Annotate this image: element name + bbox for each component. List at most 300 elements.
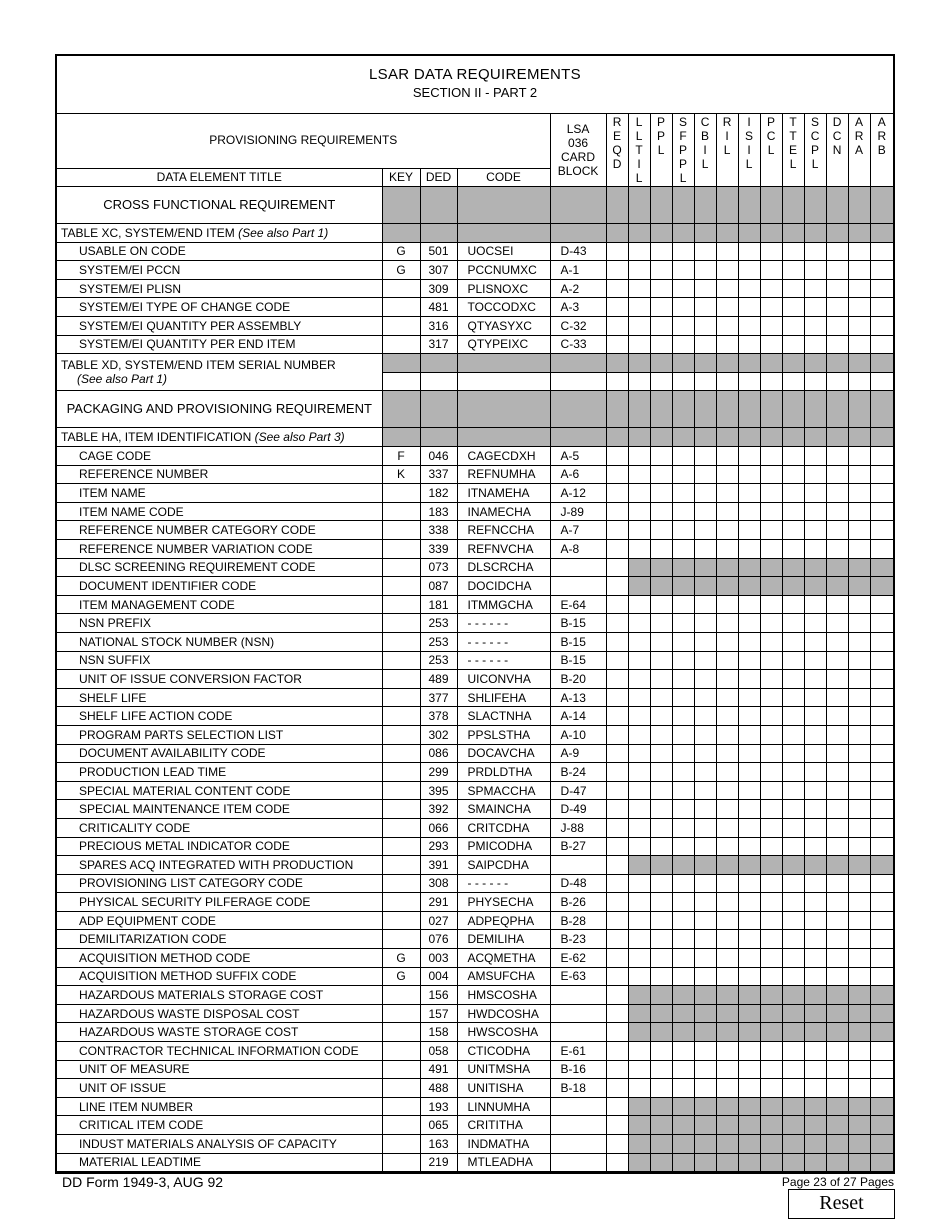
requirement-checkbox[interactable] (782, 651, 804, 670)
requirement-checkbox[interactable] (694, 837, 716, 856)
requirement-checkbox[interactable] (738, 949, 760, 968)
requirement-checkbox[interactable] (760, 763, 782, 782)
requirement-checkbox[interactable] (870, 763, 893, 782)
requirement-checkbox[interactable] (606, 1023, 628, 1042)
requirement-checkbox[interactable] (804, 744, 826, 763)
requirement-checkbox[interactable] (628, 763, 650, 782)
requirement-checkbox[interactable] (672, 874, 694, 893)
requirement-checkbox[interactable] (628, 1042, 650, 1061)
requirement-checkbox[interactable] (716, 725, 738, 744)
requirement-checkbox[interactable] (738, 781, 760, 800)
requirement-checkbox[interactable] (606, 707, 628, 726)
requirement-checkbox[interactable] (760, 279, 782, 298)
requirement-checkbox[interactable] (672, 930, 694, 949)
requirement-checkbox[interactable] (782, 465, 804, 484)
requirement-checkbox[interactable] (760, 521, 782, 540)
requirement-checkbox[interactable] (628, 335, 650, 354)
requirement-checkbox[interactable] (738, 1079, 760, 1098)
requirement-checkbox[interactable] (716, 837, 738, 856)
requirement-checkbox[interactable] (650, 484, 672, 503)
requirement-checkbox[interactable] (628, 744, 650, 763)
requirement-checkbox[interactable] (804, 707, 826, 726)
requirement-checkbox[interactable] (606, 279, 628, 298)
requirement-checkbox[interactable] (782, 1079, 804, 1098)
requirement-checkbox[interactable] (826, 279, 848, 298)
requirement-checkbox[interactable] (804, 465, 826, 484)
requirement-checkbox[interactable] (606, 911, 628, 930)
requirement-checkbox[interactable] (606, 521, 628, 540)
requirement-checkbox[interactable] (782, 967, 804, 986)
requirement-checkbox[interactable] (848, 521, 870, 540)
requirement-checkbox[interactable] (782, 911, 804, 930)
requirement-checkbox[interactable] (628, 967, 650, 986)
requirement-checkbox[interactable] (870, 911, 893, 930)
requirement-checkbox[interactable] (650, 651, 672, 670)
requirement-checkbox[interactable] (716, 949, 738, 968)
requirement-checkbox[interactable] (804, 540, 826, 559)
requirement-checkbox[interactable] (694, 298, 716, 317)
requirement-checkbox[interactable] (672, 893, 694, 912)
requirement-checkbox[interactable] (606, 670, 628, 689)
requirement-checkbox[interactable] (848, 1042, 870, 1061)
requirement-checkbox[interactable] (738, 800, 760, 819)
requirement-checkbox[interactable] (738, 670, 760, 689)
requirement-checkbox[interactable] (628, 651, 650, 670)
requirement-checkbox[interactable] (672, 484, 694, 503)
requirement-checkbox[interactable] (760, 800, 782, 819)
requirement-checkbox[interactable] (628, 447, 650, 466)
requirement-checkbox[interactable] (760, 632, 782, 651)
requirement-checkbox[interactable] (606, 595, 628, 614)
requirement-checkbox[interactable] (804, 930, 826, 949)
requirement-checkbox[interactable] (650, 930, 672, 949)
requirement-checkbox[interactable] (738, 874, 760, 893)
requirement-checkbox[interactable] (694, 763, 716, 782)
requirement-checkbox[interactable] (738, 540, 760, 559)
requirement-checkbox[interactable] (826, 335, 848, 354)
requirement-checkbox[interactable] (694, 967, 716, 986)
requirement-checkbox[interactable] (672, 279, 694, 298)
requirement-checkbox[interactable] (782, 261, 804, 280)
requirement-checkbox[interactable] (672, 688, 694, 707)
requirement-checkbox[interactable] (628, 317, 650, 336)
requirement-checkbox[interactable] (650, 688, 672, 707)
requirement-checkbox[interactable] (694, 540, 716, 559)
requirement-checkbox[interactable] (694, 930, 716, 949)
requirement-checkbox[interactable] (694, 447, 716, 466)
requirement-checkbox[interactable] (848, 335, 870, 354)
requirement-checkbox[interactable] (716, 1060, 738, 1079)
requirement-checkbox[interactable] (826, 242, 848, 261)
requirement-checkbox[interactable] (606, 800, 628, 819)
requirement-checkbox[interactable] (672, 967, 694, 986)
requirement-checkbox[interactable] (826, 521, 848, 540)
requirement-checkbox[interactable] (782, 298, 804, 317)
requirement-checkbox[interactable] (694, 893, 716, 912)
requirement-checkbox[interactable] (782, 725, 804, 744)
requirement-checkbox[interactable] (760, 1042, 782, 1061)
requirement-checkbox[interactable] (606, 465, 628, 484)
requirement-checkbox[interactable] (760, 725, 782, 744)
requirement-checkbox[interactable] (694, 317, 716, 336)
requirement-checkbox[interactable] (738, 465, 760, 484)
requirement-checkbox[interactable] (826, 261, 848, 280)
requirement-checkbox[interactable] (650, 967, 672, 986)
requirement-checkbox[interactable] (716, 595, 738, 614)
requirement-checkbox[interactable] (804, 335, 826, 354)
requirement-checkbox[interactable] (782, 1042, 804, 1061)
requirement-checkbox[interactable] (716, 447, 738, 466)
requirement-checkbox[interactable] (804, 651, 826, 670)
requirement-checkbox[interactable] (804, 1079, 826, 1098)
requirement-checkbox[interactable] (782, 670, 804, 689)
requirement-checkbox[interactable] (870, 632, 893, 651)
requirement-checkbox[interactable] (650, 632, 672, 651)
requirement-checkbox[interactable] (848, 911, 870, 930)
requirement-checkbox[interactable] (848, 818, 870, 837)
requirement-checkbox[interactable] (650, 837, 672, 856)
requirement-checkbox[interactable] (650, 465, 672, 484)
requirement-checkbox[interactable] (870, 335, 893, 354)
requirement-checkbox[interactable] (694, 632, 716, 651)
requirement-checkbox[interactable] (716, 930, 738, 949)
requirement-checkbox[interactable] (606, 1079, 628, 1098)
requirement-checkbox[interactable] (606, 335, 628, 354)
requirement-checkbox[interactable] (672, 1042, 694, 1061)
requirement-checkbox[interactable] (716, 1079, 738, 1098)
requirement-checkbox[interactable] (650, 781, 672, 800)
requirement-checkbox[interactable] (804, 781, 826, 800)
requirement-checkbox[interactable] (760, 874, 782, 893)
requirement-checkbox[interactable] (716, 261, 738, 280)
requirement-checkbox[interactable] (716, 632, 738, 651)
requirement-checkbox[interactable] (716, 688, 738, 707)
requirement-checkbox[interactable] (650, 261, 672, 280)
requirement-checkbox[interactable] (672, 744, 694, 763)
requirement-checkbox[interactable] (870, 595, 893, 614)
requirement-checkbox[interactable] (848, 502, 870, 521)
requirement-checkbox[interactable] (694, 874, 716, 893)
requirement-checkbox[interactable] (760, 930, 782, 949)
requirement-checkbox[interactable] (848, 725, 870, 744)
requirement-checkbox[interactable] (694, 818, 716, 837)
requirement-checkbox[interactable] (760, 540, 782, 559)
requirement-checkbox[interactable] (870, 484, 893, 503)
requirement-checkbox[interactable] (782, 614, 804, 633)
requirement-checkbox[interactable] (826, 595, 848, 614)
requirement-checkbox[interactable] (870, 1042, 893, 1061)
requirement-checkbox[interactable] (804, 242, 826, 261)
requirement-checkbox[interactable] (606, 577, 628, 596)
requirement-checkbox[interactable] (628, 707, 650, 726)
requirement-checkbox[interactable] (716, 484, 738, 503)
requirement-checkbox[interactable] (606, 1116, 628, 1135)
requirement-checkbox[interactable] (650, 521, 672, 540)
requirement-checkbox[interactable] (782, 595, 804, 614)
requirement-checkbox[interactable] (848, 484, 870, 503)
requirement-checkbox[interactable] (650, 893, 672, 912)
requirement-checkbox[interactable] (716, 279, 738, 298)
requirement-checkbox[interactable] (782, 930, 804, 949)
requirement-checkbox[interactable] (606, 763, 628, 782)
requirement-checkbox[interactable] (760, 949, 782, 968)
requirement-checkbox[interactable] (738, 242, 760, 261)
requirement-checkbox[interactable] (606, 688, 628, 707)
requirement-checkbox[interactable] (760, 261, 782, 280)
requirement-checkbox[interactable] (606, 540, 628, 559)
requirement-checkbox[interactable] (848, 967, 870, 986)
requirement-checkbox[interactable] (694, 484, 716, 503)
requirement-checkbox[interactable] (804, 502, 826, 521)
requirement-checkbox[interactable] (628, 874, 650, 893)
requirement-checkbox[interactable] (738, 893, 760, 912)
requirement-checkbox[interactable] (738, 930, 760, 949)
requirement-checkbox[interactable] (804, 911, 826, 930)
requirement-checkbox[interactable] (870, 317, 893, 336)
requirement-checkbox[interactable] (650, 949, 672, 968)
requirement-checkbox[interactable] (606, 1042, 628, 1061)
requirement-checkbox[interactable] (672, 763, 694, 782)
requirement-checkbox[interactable] (628, 930, 650, 949)
requirement-checkbox[interactable] (804, 800, 826, 819)
requirement-checkbox[interactable] (650, 818, 672, 837)
requirement-checkbox[interactable] (782, 335, 804, 354)
requirement-checkbox[interactable] (804, 298, 826, 317)
requirement-checkbox[interactable] (848, 298, 870, 317)
requirement-checkbox[interactable] (672, 1079, 694, 1098)
requirement-checkbox[interactable] (738, 632, 760, 651)
requirement-checkbox[interactable] (672, 335, 694, 354)
requirement-checkbox[interactable] (650, 335, 672, 354)
requirement-checkbox[interactable] (716, 651, 738, 670)
requirement-checkbox[interactable] (870, 242, 893, 261)
requirement-checkbox[interactable] (738, 725, 760, 744)
requirement-checkbox[interactable] (738, 502, 760, 521)
requirement-checkbox[interactable] (628, 632, 650, 651)
requirement-checkbox[interactable] (782, 447, 804, 466)
requirement-checkbox[interactable] (826, 614, 848, 633)
requirement-checkbox[interactable] (672, 949, 694, 968)
requirement-checkbox[interactable] (782, 763, 804, 782)
requirement-checkbox[interactable] (628, 298, 650, 317)
requirement-checkbox[interactable] (672, 261, 694, 280)
requirement-checkbox[interactable] (826, 651, 848, 670)
requirement-checkbox[interactable] (628, 484, 650, 503)
requirement-checkbox[interactable] (782, 502, 804, 521)
requirement-checkbox[interactable] (694, 744, 716, 763)
requirement-checkbox[interactable] (694, 279, 716, 298)
requirement-checkbox[interactable] (738, 707, 760, 726)
requirement-checkbox[interactable] (826, 893, 848, 912)
requirement-checkbox[interactable] (606, 558, 628, 577)
requirement-checkbox[interactable] (606, 781, 628, 800)
requirement-checkbox[interactable] (672, 521, 694, 540)
requirement-checkbox[interactable] (738, 614, 760, 633)
requirement-checkbox[interactable] (738, 447, 760, 466)
requirement-checkbox[interactable] (606, 949, 628, 968)
requirement-checkbox[interactable] (848, 893, 870, 912)
requirement-checkbox[interactable] (606, 261, 628, 280)
requirement-checkbox[interactable] (606, 484, 628, 503)
requirement-checkbox[interactable] (672, 540, 694, 559)
requirement-checkbox[interactable] (826, 670, 848, 689)
requirement-checkbox[interactable] (848, 595, 870, 614)
requirement-checkbox[interactable] (672, 707, 694, 726)
requirement-checkbox[interactable] (804, 725, 826, 744)
requirement-checkbox[interactable] (760, 670, 782, 689)
requirement-checkbox[interactable] (848, 688, 870, 707)
requirement-checkbox[interactable] (782, 521, 804, 540)
requirement-checkbox[interactable] (628, 893, 650, 912)
requirement-checkbox[interactable] (672, 911, 694, 930)
requirement-checkbox[interactable] (848, 242, 870, 261)
requirement-checkbox[interactable] (760, 335, 782, 354)
requirement-checkbox[interactable] (628, 242, 650, 261)
requirement-checkbox[interactable] (628, 837, 650, 856)
requirement-checkbox[interactable] (826, 930, 848, 949)
requirement-checkbox[interactable] (804, 632, 826, 651)
requirement-checkbox[interactable] (628, 540, 650, 559)
requirement-checkbox[interactable] (628, 521, 650, 540)
requirement-checkbox[interactable] (848, 540, 870, 559)
requirement-checkbox[interactable] (782, 540, 804, 559)
requirement-checkbox[interactable] (628, 1060, 650, 1079)
reset-button[interactable]: Reset (788, 1189, 895, 1219)
requirement-checkbox[interactable] (672, 298, 694, 317)
requirement-checkbox[interactable] (826, 949, 848, 968)
requirement-checkbox[interactable] (628, 688, 650, 707)
requirement-checkbox[interactable] (760, 502, 782, 521)
requirement-checkbox[interactable] (738, 967, 760, 986)
requirement-checkbox[interactable] (804, 837, 826, 856)
requirement-checkbox[interactable] (848, 763, 870, 782)
requirement-checkbox[interactable] (672, 595, 694, 614)
requirement-checkbox[interactable] (672, 614, 694, 633)
requirement-checkbox[interactable] (716, 298, 738, 317)
requirement-checkbox[interactable] (694, 521, 716, 540)
requirement-checkbox[interactable] (760, 707, 782, 726)
requirement-checkbox[interactable] (826, 540, 848, 559)
requirement-checkbox[interactable] (782, 688, 804, 707)
requirement-checkbox[interactable] (672, 1060, 694, 1079)
requirement-checkbox[interactable] (848, 465, 870, 484)
requirement-checkbox[interactable] (716, 911, 738, 930)
requirement-checkbox[interactable] (738, 744, 760, 763)
requirement-checkbox[interactable] (716, 818, 738, 837)
requirement-checkbox[interactable] (870, 298, 893, 317)
requirement-checkbox[interactable] (694, 595, 716, 614)
requirement-checkbox[interactable] (826, 447, 848, 466)
requirement-checkbox[interactable] (760, 595, 782, 614)
requirement-checkbox[interactable] (738, 1042, 760, 1061)
requirement-checkbox[interactable] (848, 261, 870, 280)
requirement-checkbox[interactable] (694, 725, 716, 744)
requirement-checkbox[interactable] (826, 1079, 848, 1098)
requirement-checkbox[interactable] (628, 818, 650, 837)
requirement-checkbox[interactable] (672, 837, 694, 856)
requirement-checkbox[interactable] (672, 781, 694, 800)
requirement-checkbox[interactable] (738, 1060, 760, 1079)
requirement-checkbox[interactable] (716, 670, 738, 689)
requirement-checkbox[interactable] (870, 874, 893, 893)
requirement-checkbox[interactable] (782, 279, 804, 298)
requirement-checkbox[interactable] (870, 465, 893, 484)
requirement-checkbox[interactable] (716, 763, 738, 782)
requirement-checkbox[interactable] (738, 688, 760, 707)
requirement-checkbox[interactable] (672, 465, 694, 484)
requirement-checkbox[interactable] (826, 725, 848, 744)
requirement-checkbox[interactable] (826, 465, 848, 484)
requirement-checkbox[interactable] (760, 484, 782, 503)
requirement-checkbox[interactable] (848, 744, 870, 763)
requirement-checkbox[interactable] (870, 521, 893, 540)
requirement-checkbox[interactable] (694, 949, 716, 968)
requirement-checkbox[interactable] (760, 1060, 782, 1079)
requirement-checkbox[interactable] (716, 800, 738, 819)
requirement-checkbox[interactable] (804, 261, 826, 280)
requirement-checkbox[interactable] (782, 893, 804, 912)
requirement-checkbox[interactable] (760, 818, 782, 837)
requirement-checkbox[interactable] (782, 818, 804, 837)
requirement-checkbox[interactable] (606, 1153, 628, 1172)
requirement-checkbox[interactable] (716, 317, 738, 336)
requirement-checkbox[interactable] (848, 670, 870, 689)
requirement-checkbox[interactable] (804, 670, 826, 689)
requirement-checkbox[interactable] (672, 818, 694, 837)
requirement-checkbox[interactable] (804, 818, 826, 837)
requirement-checkbox[interactable] (672, 725, 694, 744)
requirement-checkbox[interactable] (848, 949, 870, 968)
requirement-checkbox[interactable] (826, 1042, 848, 1061)
requirement-checkbox[interactable] (870, 1060, 893, 1079)
requirement-checkbox[interactable] (848, 874, 870, 893)
requirement-checkbox[interactable] (672, 632, 694, 651)
requirement-checkbox[interactable] (716, 335, 738, 354)
requirement-checkbox[interactable] (848, 1060, 870, 1079)
requirement-checkbox[interactable] (716, 502, 738, 521)
requirement-checkbox[interactable] (606, 447, 628, 466)
requirement-checkbox[interactable] (694, 465, 716, 484)
requirement-checkbox[interactable] (738, 763, 760, 782)
requirement-checkbox[interactable] (760, 911, 782, 930)
requirement-checkbox[interactable] (848, 1079, 870, 1098)
requirement-checkbox[interactable] (606, 930, 628, 949)
requirement-checkbox[interactable] (694, 1042, 716, 1061)
requirement-checkbox[interactable] (826, 837, 848, 856)
requirement-checkbox[interactable] (650, 502, 672, 521)
requirement-checkbox[interactable] (760, 447, 782, 466)
requirement-checkbox[interactable] (628, 465, 650, 484)
requirement-checkbox[interactable] (672, 651, 694, 670)
requirement-checkbox[interactable] (650, 614, 672, 633)
requirement-checkbox[interactable] (848, 707, 870, 726)
requirement-checkbox[interactable] (826, 707, 848, 726)
requirement-checkbox[interactable] (782, 949, 804, 968)
requirement-checkbox[interactable] (826, 967, 848, 986)
requirement-checkbox[interactable] (606, 632, 628, 651)
requirement-checkbox[interactable] (650, 744, 672, 763)
requirement-checkbox[interactable] (826, 688, 848, 707)
requirement-checkbox[interactable] (738, 595, 760, 614)
requirement-checkbox[interactable] (782, 874, 804, 893)
requirement-checkbox[interactable] (716, 614, 738, 633)
requirement-checkbox[interactable] (694, 670, 716, 689)
requirement-checkbox[interactable] (848, 317, 870, 336)
requirement-checkbox[interactable] (848, 930, 870, 949)
requirement-checkbox[interactable] (848, 447, 870, 466)
requirement-checkbox[interactable] (870, 502, 893, 521)
requirement-checkbox[interactable] (716, 465, 738, 484)
